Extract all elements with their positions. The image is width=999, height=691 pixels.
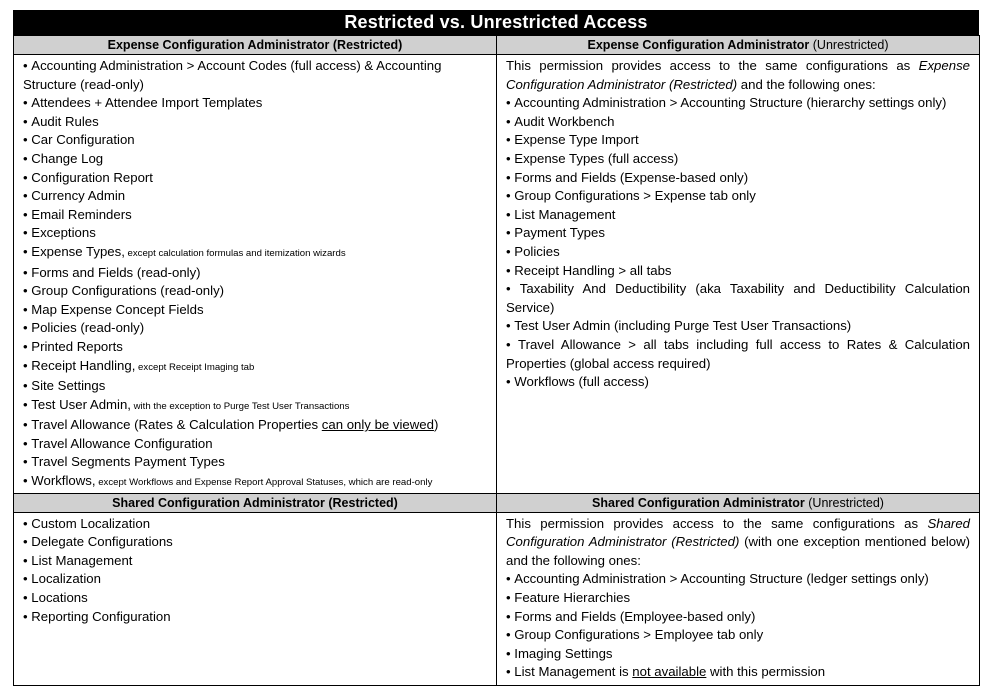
access-comparison-table <box>13 35 980 686</box>
shared-restricted-cell <box>14 512 497 685</box>
expense-header-row <box>14 36 980 55</box>
list-item: • Forms and Fields (read-only) <box>23 264 487 283</box>
list-item: • Receipt Handling > all tabs <box>506 262 970 281</box>
expense-unrestricted-list <box>506 94 970 392</box>
list-item: • Reporting Configuration <box>23 608 487 627</box>
expense-unrestricted-intro: This permission provides access to the same configurations as Expense Configuration Administrator (Restricted) and the following ones: <box>506 58 970 92</box>
list-item: • Car Configuration <box>23 131 487 150</box>
shared-restricted-header: Shared Configuration Administrator (Restricted) <box>14 493 497 512</box>
list-item: • Test User Admin, with the exception to Purge Test User Transactions <box>23 396 487 417</box>
list-item: • Accounting Administration > Accounting Structure (hierarchy settings only) <box>506 94 970 113</box>
list-item: • Payment Types <box>506 224 970 243</box>
item-note: except calculation formulas and itemization wizards <box>124 247 346 259</box>
shared-unrestricted-list <box>506 570 970 682</box>
list-item: • Localization <box>23 570 487 589</box>
list-item: • Policies <box>506 243 970 262</box>
shared-unrestricted-header: Shared Configuration Administrator (Unrestricted) <box>497 493 980 512</box>
list-item: • Audit Rules <box>23 113 487 132</box>
document-title: Restricted vs. Unrestricted Access <box>13 10 979 35</box>
list-item: • Delegate Configurations <box>23 533 487 552</box>
list-item: • Change Log <box>23 150 487 169</box>
list-item: • List Management is not available with this permission <box>506 663 970 682</box>
shared-content-row <box>14 512 980 685</box>
list-item: • Accounting Administration > Accounting Structure (ledger settings only) <box>506 570 970 589</box>
list-item: • Expense Type Import <box>506 131 970 150</box>
list-item: • Expense Types (full access) <box>506 150 970 169</box>
expense-restricted-header: Expense Configuration Administrator (Restricted) <box>14 36 497 55</box>
list-item: • Forms and Fields (Expense-based only) <box>506 169 970 188</box>
list-item: • Custom Localization <box>23 515 487 534</box>
item-note: with the exception to Purge Test User Transactions <box>130 400 350 412</box>
item-note: except Receipt Imaging tab <box>135 361 255 373</box>
list-item: • Travel Allowance (Rates & Calculation Properties can only be viewed) <box>23 416 487 435</box>
list-item: • Group Configurations > Expense tab only <box>506 187 970 206</box>
item-note: except Workflows and Expense Report Approval Statuses, which are read-only <box>95 477 433 489</box>
list-item: • Travel Allowance Configuration <box>23 435 487 454</box>
list-item: • List Management <box>23 552 487 571</box>
list-item: • Imaging Settings <box>506 645 970 664</box>
shared-restricted-list <box>23 515 487 627</box>
list-item: • Attendees + Attendee Import Templates <box>23 94 487 113</box>
list-item: • Workflows, except Workflows and Expense Report Approval Statuses, which are read-only <box>23 472 487 493</box>
list-item: • Receipt Handling, except Receipt Imaging tab <box>23 357 487 378</box>
list-item: • Taxability And Deductibility (aka Taxability and Deductibility Calculation Service) <box>506 280 970 317</box>
list-item: • Group Configurations > Employee tab only <box>506 626 970 645</box>
list-item: • Currency Admin <box>23 187 487 206</box>
expense-unrestricted-header: Expense Configuration Administrator (Unrestricted) <box>497 36 980 55</box>
shared-unrestricted-cell <box>497 512 980 685</box>
list-item: • Expense Types, except calculation formulas and itemization wizards <box>23 243 487 264</box>
list-item: • Accounting Administration > Account Codes (full access) & Accounting Structure (read-only) <box>23 57 487 94</box>
list-item: • Travel Segments Payment Types <box>23 453 487 472</box>
list-item: • List Management <box>506 206 970 225</box>
expense-unrestricted-cell <box>497 55 980 494</box>
list-item: • Group Configurations (read-only) <box>23 282 487 301</box>
list-item: • Email Reminders <box>23 206 487 225</box>
list-item: • Site Settings <box>23 377 487 396</box>
list-item: • Map Expense Concept Fields <box>23 301 487 320</box>
access-comparison-document <box>13 10 979 686</box>
shared-header-row <box>14 493 980 512</box>
list-item: • Forms and Fields (Employee-based only) <box>506 608 970 627</box>
list-item: • Travel Allowance > all tabs including full access to Rates & Calculation Properties (global access required) <box>506 336 970 373</box>
list-item: • Locations <box>23 589 487 608</box>
list-item: • Audit Workbench <box>506 113 970 132</box>
underlined-text: not available <box>632 664 707 680</box>
list-item: • Policies (read-only) <box>23 319 487 338</box>
underlined-text: can only be viewed <box>321 417 434 433</box>
shared-unrestricted-intro: This permission provides access to the same configurations as Shared Configuration Administrator (Restricted) (with one exception mentioned below) and the following ones: <box>506 515 971 568</box>
expense-content-row <box>14 55 980 494</box>
list-item: • Exceptions <box>23 224 487 243</box>
list-item: • Test User Admin (including Purge Test User Transactions) <box>506 317 970 336</box>
list-item: • Feature Hierarchies <box>506 589 970 608</box>
expense-restricted-list <box>23 57 487 493</box>
list-item: • Configuration Report <box>23 169 487 188</box>
list-item: • Printed Reports <box>23 338 487 357</box>
expense-restricted-cell <box>14 55 497 494</box>
list-item: • Workflows (full access) <box>506 373 970 392</box>
